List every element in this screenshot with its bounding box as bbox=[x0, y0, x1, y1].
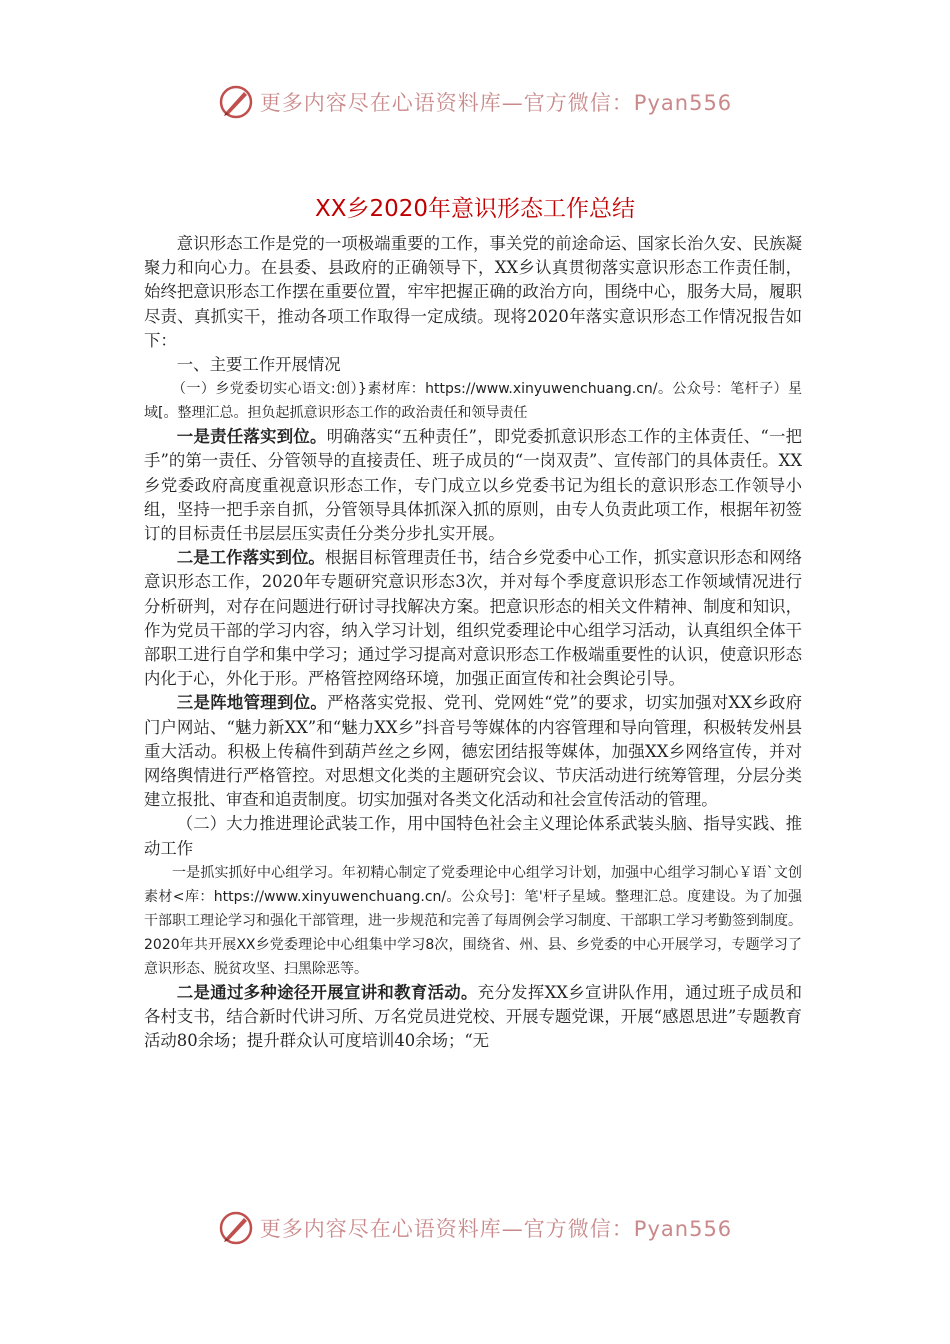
lead-work: 二是工作落实到位。 bbox=[176, 548, 325, 568]
header-banner bbox=[0, 82, 950, 122]
banner-text: 更多内容尽在心语资料库—官方微信：Pyan556 bbox=[259, 1217, 733, 1241]
paragraph-position bbox=[144, 691, 802, 812]
text-responsibility: 明确落实“五种责任”，即党委抓意识形态工作的主体责任、“一把手”的第一责任、分管领导的直接责任、班子成员的“一岗双责”、宣传部门的具体责任。XX乡党委政府高度重视意识形态工作，专门成立以乡党委书记为组长的意识形态工作领导小组，坚持一把手亲自抓，分管领导具体抓深入抓的原则，由专人负责此项工作，根据年初签订的目标责任书层层压实责任分类分步扎实开展。 bbox=[144, 427, 803, 544]
lead-education: 二是通过多种途径开展宣讲和教育活动。 bbox=[176, 982, 478, 1002]
paragraph-work bbox=[144, 546, 802, 691]
subsection-heading-2: （二）大力推进理论武装工作，用中国特色社会主义理论体系武装头脑、指导实践、推动工作 bbox=[144, 814, 802, 858]
section-heading-1: 一、主要工作开展情况 bbox=[176, 355, 341, 375]
lead-responsibility: 一是责任落实到位。 bbox=[176, 427, 327, 447]
text-education: 充分发挥XX乡宣讲队作用，通过班子成员和各村支书，结合新时代讲习所、万名党员进党校、开展专题党课，开展“感恩思进”专题教育活动80余场；提升群众认可度培训40余场；“无 bbox=[144, 982, 803, 1051]
pen-logo-icon bbox=[218, 1210, 254, 1246]
text-position: 严格落实党报、党刊、党网姓“党”的要求，切实加强对XX乡政府门户网站、“魅力新XX”和“魅力XX乡”抖音号等媒体的内容管理和导向管理，积极转发州县重大活动。积极上传稿件到葫芦丝之乡网，德宏团结报等媒体，加强XX乡网络宣传，并对网络舆情进行严格管控。对思想文化类的主题研究会议、节庆活动进行统筹管理，分层分类建立报批、审查和追责制度。切实加强对各类文化活动和社会宣传活动的管理。 bbox=[144, 693, 802, 810]
paragraph-responsibility bbox=[144, 425, 802, 546]
paragraph-education bbox=[144, 981, 802, 1054]
lead-position: 三是阵地管理到位。 bbox=[176, 693, 328, 713]
banner-text: 更多内容尽在心语资料库—官方微信：Pyan556 bbox=[259, 91, 733, 115]
subsection-heading-1: （一）乡党委切实心语文:创）}素材库：https://www.xinyuwenchuang.cn/。公众号：笔杆子）星域[。整理汇总。担负起抓意识形态工作的政治责任和领导责任 bbox=[144, 381, 802, 422]
paragraph-study-group: 一是抓实抓好中心组学习。年初精心制定了党委理论中心组学习计划，加强中心组学习制心￥语`文创素材<库：https://www.xinyuwenchuang.cn/。公众号]：笔'杆子星域。整理汇总。度建设。为了加强干部职工理论学习和强化干部管理，进一步规范和完善了每周例会学习制度、干部职工学习考勤签到制度。2020年共开展XX乡党委理论中心组集中学习8次，围绕省、州、县、乡党委的中心开展学习，专题学习了意识形态、脱贫攻坚、扫黑除恶等。 bbox=[144, 864, 802, 977]
intro-paragraph: 意识形态工作是党的一项极端重要的工作，事关党的前途命运、国家长治久安、民族凝聚力和向心力。在县委、县政府的正确领导下，XX乡认真贯彻落实意识形态工作责任制，始终把意识形态工作摆在重要位置，牢牢把握正确的政治方向，围绕中心，服务大局，履职尽责、真抓实干，推动各项工作取得一定成绩。现将2020年落实意识形态工作情况报告如下： bbox=[144, 234, 802, 350]
document-body bbox=[144, 232, 802, 1053]
text-work: 根据目标管理责任书，结合乡党委中心工作，抓实意识形态和网络意识形态工作，2020年专题研究意识形态3次，并对每个季度意识形态工作领域情况进行分析研判，对存在问题进行研讨寻找解决方案。把意识形态的相关文件精神、制度和知识，作为党员干部的学习内容，纳入学习计划，组织党委理论中心组学习活动，认真组织全体干部职工进行自学和集中学习；通过学习提高对意识形态工作极端重要性的认识，使意识形态内化于心，外化于形。严格管控网络环境，加强正面宣传和社会舆论引导。 bbox=[144, 548, 803, 689]
document-title: XX乡2020年意识形态工作总结 bbox=[314, 196, 636, 222]
footer-banner bbox=[0, 1208, 950, 1248]
pen-logo-icon bbox=[218, 84, 254, 120]
